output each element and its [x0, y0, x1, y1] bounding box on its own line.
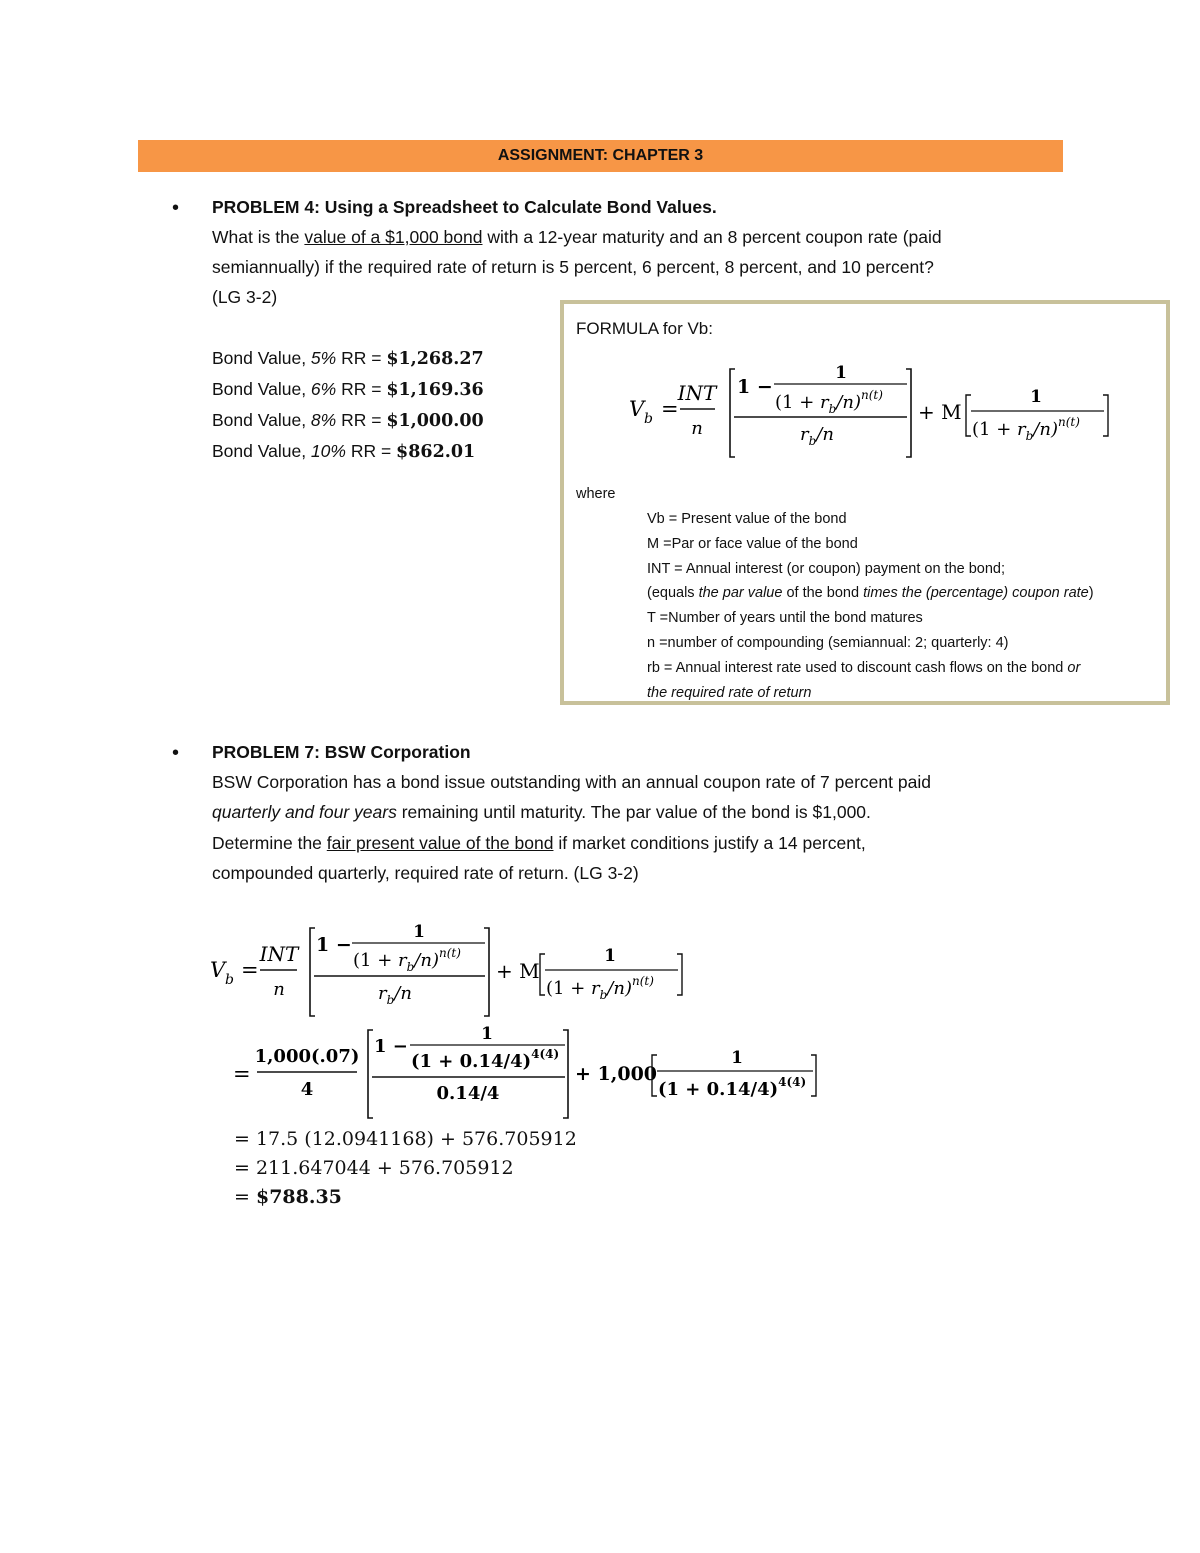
answer-rate: 8%	[310, 410, 337, 430]
svg-text:1: 1	[731, 1048, 743, 1068]
problem4-line2: semiannually) if the required rate of return is 5 percent, 6 percent, 8 percent, and 10 percent?	[212, 257, 934, 277]
formula-box-title: FORMULA for Vb:	[576, 319, 713, 338]
svg-text:+ M: + M	[496, 959, 540, 983]
calc-step-2: = 211.647044 + 576.705912	[234, 1157, 514, 1179]
def-n: n =number of compounding (semiannual: 2; quarterly: 4)	[647, 634, 1009, 651]
answer-prefix: Bond Value,	[212, 379, 311, 399]
def-m: M =Par or face value of the bond	[647, 535, 858, 552]
answer-value: $1,268.27	[386, 349, 484, 369]
problem7-underlined: fair present value of the bond	[326, 833, 554, 853]
bond-calc-substitution	[225, 1020, 825, 1125]
problem7-line4: compounded quarterly, required rate of return. (LG 3-2)	[212, 863, 639, 883]
answer-mid: RR =	[336, 348, 387, 368]
svg-text:1: 1	[604, 946, 616, 966]
problem4-title: PROBLEM 4: Using a Spreadsheet to Calculate Bond Values.	[212, 197, 717, 217]
formula-int: INT	[677, 381, 717, 405]
formula-box	[560, 300, 1170, 705]
svg-text:0.14/4: 0.14/4	[436, 1083, 500, 1104]
bond-value-list	[212, 343, 484, 467]
formula-lhs	[629, 397, 679, 427]
def-t: T =Number of years until the bond matures	[647, 610, 923, 627]
svg-text:1 −: 1 −	[316, 934, 352, 956]
calc-numerator: 1,000(.07)	[254, 1046, 360, 1067]
svg-text:rb/n: $r_b/n$	[378, 983, 412, 1007]
calc-step-1: = 17.5 (12.0941168) + 576.705912	[234, 1128, 577, 1150]
def-rb-cont: the required rate of return	[647, 684, 812, 701]
svg-text:1: 1	[413, 922, 425, 942]
formula-rb-over-n: $r_b/n$	[800, 424, 834, 448]
answer-rate: 6%	[310, 379, 337, 399]
answer-prefix: Bond Value,	[212, 410, 311, 430]
formula-v-sub: b	[644, 411, 653, 427]
svg-text:b: b	[225, 972, 234, 988]
formula-eq: =	[661, 397, 679, 421]
answer-value: $1,000.00	[386, 411, 484, 431]
problem7-line3: Determine the fair present value of the bond if market conditions justify a 14 percent,	[212, 833, 866, 853]
answer-mid: RR =	[336, 410, 387, 430]
calc-step-3: = $788.35	[234, 1186, 342, 1208]
answer-rate: 10%	[310, 441, 346, 461]
bullet-icon: •	[172, 197, 180, 219]
answer-rate: 5%	[310, 348, 337, 368]
formula-m-denom: $(1 + r_b/n)^{n(t)}$	[972, 415, 1080, 443]
bond-value-row	[212, 374, 484, 405]
bond-value-row	[212, 405, 484, 436]
problem4-line1-pre: What is the	[212, 227, 305, 247]
problem4-underlined: value of a $1,000 bond	[304, 227, 483, 247]
bond-value-row	[212, 436, 484, 467]
svg-text:V: V	[210, 958, 226, 982]
answer-prefix: Bond Value,	[212, 441, 311, 461]
bond-formula-problem7	[200, 915, 700, 1030]
problem4-line1-post: with a 12-year maturity and an 8 percent coupon rate (paid	[482, 227, 942, 247]
calc-steps	[234, 1125, 577, 1212]
assignment-title: ASSIGNMENT: CHAPTER 3	[497, 147, 704, 164]
answer-value: $862.01	[396, 442, 476, 462]
def-vb: Vb = Present value of the bond	[647, 511, 847, 527]
bond-value-row	[212, 343, 484, 374]
answer-value: $1,169.36	[386, 380, 484, 400]
assignment-title-banner	[138, 140, 1063, 172]
problem7-line2: quarterly and four years remaining until maturity. The par value of the bond is $1,000.	[212, 802, 871, 822]
formula-one: 1	[835, 363, 847, 383]
svg-text:=: =	[233, 1062, 251, 1086]
problem7-title: PROBLEM 7: BSW Corporation	[212, 742, 471, 762]
answer-mid: RR =	[345, 441, 397, 461]
formula-n: n	[691, 418, 703, 439]
svg-text:n: n	[273, 979, 285, 1000]
svg-text:(1 + rb/n)n(t): $(1 + r_b/n)^{n(t)}$	[353, 946, 461, 974]
formula-one-minus: 1 −	[737, 376, 773, 398]
def-rb: rb = Annual interest rate used to discount cash flows on the bond or	[647, 659, 1081, 676]
bracket-right	[906, 369, 911, 457]
svg-text:(1 + 0.14/4)4(4): $(1 + 0.14/4)^{4(4)}$	[411, 1047, 560, 1072]
where-label: where	[576, 486, 616, 502]
def-equals: (equals the par value of the bond times the (percentage) coupon rate)	[647, 585, 1094, 602]
bond-formula-box	[604, 354, 1164, 474]
svg-text:+ 1,000: + 1,000	[575, 1063, 658, 1085]
final-answer: $788.35	[255, 1186, 342, 1208]
svg-text:(1 + 0.14/4)4(4): $(1 + 0.14/4)^{4(4)}$	[658, 1075, 807, 1100]
definitions-list	[647, 507, 1094, 705]
svg-text:(1 + rb/n)n(t): $(1 + r_b/n)^{n(t)}$	[546, 974, 654, 1002]
svg-text:1: 1	[481, 1024, 493, 1044]
svg-text:INT: INT	[259, 942, 299, 966]
problem4-line1	[212, 222, 942, 252]
formula-denom: $(1 + r_b/n)^{n(t)}$	[775, 388, 883, 416]
problem7-line1: BSW Corporation has a bond issue outstanding with an annual coupon rate of 7 percent paid	[212, 772, 931, 792]
answer-mid: RR =	[336, 379, 387, 399]
bullet-icon: •	[172, 742, 180, 764]
svg-text:4: 4	[300, 1079, 314, 1100]
bracket-left	[730, 369, 735, 457]
svg-text:=: =	[241, 958, 259, 982]
problem4-line3: (LG 3-2)	[212, 287, 278, 307]
svg-text:1 −: 1 −	[374, 1036, 408, 1057]
formula-v: V	[629, 397, 645, 421]
formula-plus-m: + M	[918, 400, 962, 424]
def-int: INT = Annual interest (or coupon) payment on the bond;	[647, 560, 1006, 577]
formula-m-one: 1	[1030, 387, 1042, 407]
answer-prefix: Bond Value,	[212, 348, 311, 368]
